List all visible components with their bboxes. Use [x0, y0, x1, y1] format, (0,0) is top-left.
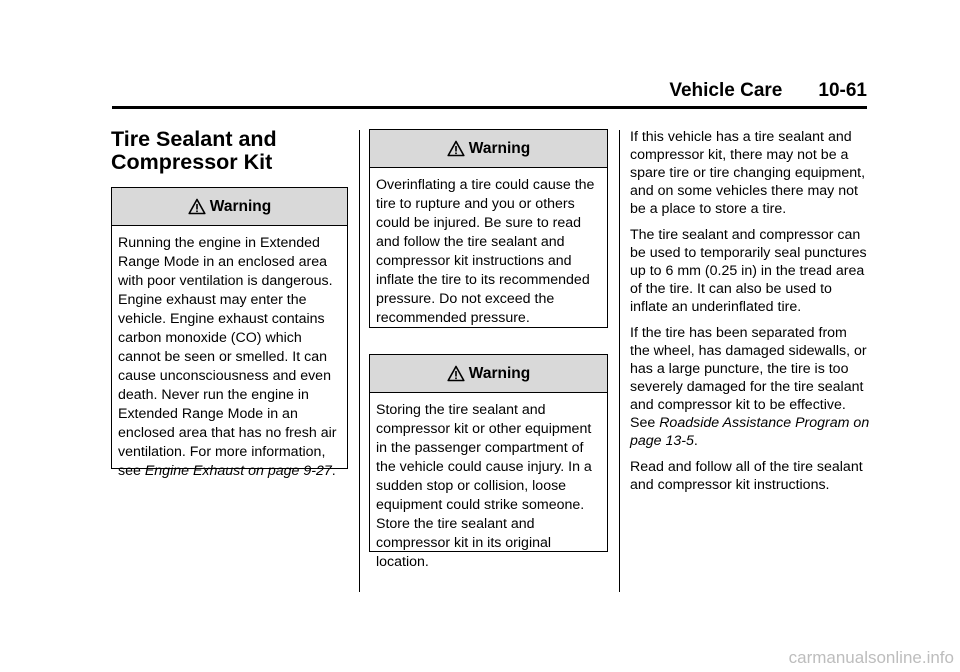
column-divider-left [359, 130, 360, 592]
warning-triangle-icon [188, 198, 206, 215]
cross-reference-link[interactable]: Roadside Assistance Program on page 13-5 [630, 415, 870, 449]
column-divider-right [619, 130, 620, 592]
paragraph-4: Read and follow all of the tire sealant and compressor kit instructions. [630, 459, 863, 493]
section-heading [111, 128, 351, 174]
paragraph-2: The tire sealant and compressor can be used to temporarily seal punctures up to 6 mm (0.25 in) in the tread area of the tire. It can also be used to inflate an underinflated tire. [630, 227, 867, 315]
paragraph-3-end: . [693, 433, 698, 449]
warning-box-exhaust [111, 187, 348, 479]
warning-text: Running the engine in Extended Range Mode in an enclosed area with poor ventilation is dangerous. Engine exhaust may enter the vehicle. Engine exhaust contains carbon monoxide (CO) which cannot be seen or smelled. It can cause unconsciousness and even death. Never run the engine in Extended Range Mode in an enclosed area that has no fresh air ventilation. For more information, see [118, 235, 337, 479]
warning-body: Overinflating a tire could cause the tire to rupture and you or others could be injured. Be sure to read and follow the tire sealant and compressor kit instructions and inflate the tire to its recommended pressure. Do not exceed the recommended pressure. [376, 177, 595, 326]
warning-box-storage [369, 354, 608, 570]
warning-header [112, 188, 347, 226]
page-header [112, 80, 867, 109]
section-title: Vehicle Care [669, 80, 783, 101]
warning-title: Warning [468, 139, 531, 157]
column-2 [369, 128, 608, 570]
warning-text-end: . [331, 463, 336, 479]
column-3 [630, 128, 870, 502]
warning-body [112, 226, 347, 489]
watermark-logo: carmanualsonline.info [788, 648, 954, 667]
cross-reference-link[interactable]: Engine Exhaust on page 9-27 [144, 463, 332, 479]
paragraph-3 [630, 324, 870, 450]
warning-title: Warning [468, 364, 531, 382]
paragraph-1: If this vehicle has a tire sealant and compressor kit, there may not be a spare tire or tire changing equipment, and on some vehicles there may not be a place to store a tire. [630, 129, 866, 217]
warning-triangle-icon [447, 365, 465, 382]
warning-header [370, 355, 607, 393]
page-number: 10-61 [818, 80, 867, 101]
warning-triangle-icon [447, 140, 465, 157]
warning-box-overinflation [369, 129, 608, 328]
warning-title: Warning [209, 197, 272, 215]
heading-line-1: Tire Sealant and [111, 127, 277, 151]
column-1 [111, 127, 348, 479]
heading-line-2: Compressor Kit [111, 150, 273, 174]
warning-body: Storing the tire sealant and compressor kit or other equipment in the passenger compartment of the vehicle could cause injury. In a sudden stop or collision, loose equipment could strike someone. Store the tire sealant and compressor kit in its original location. [376, 402, 592, 570]
paragraph-3-text: If the tire has been separated from the wheel, has damaged sidewalls, or has a large puncture, the tire is too severely damaged for the tire sealant and compressor kit to be effective. See [630, 325, 867, 431]
warning-header [370, 130, 607, 168]
